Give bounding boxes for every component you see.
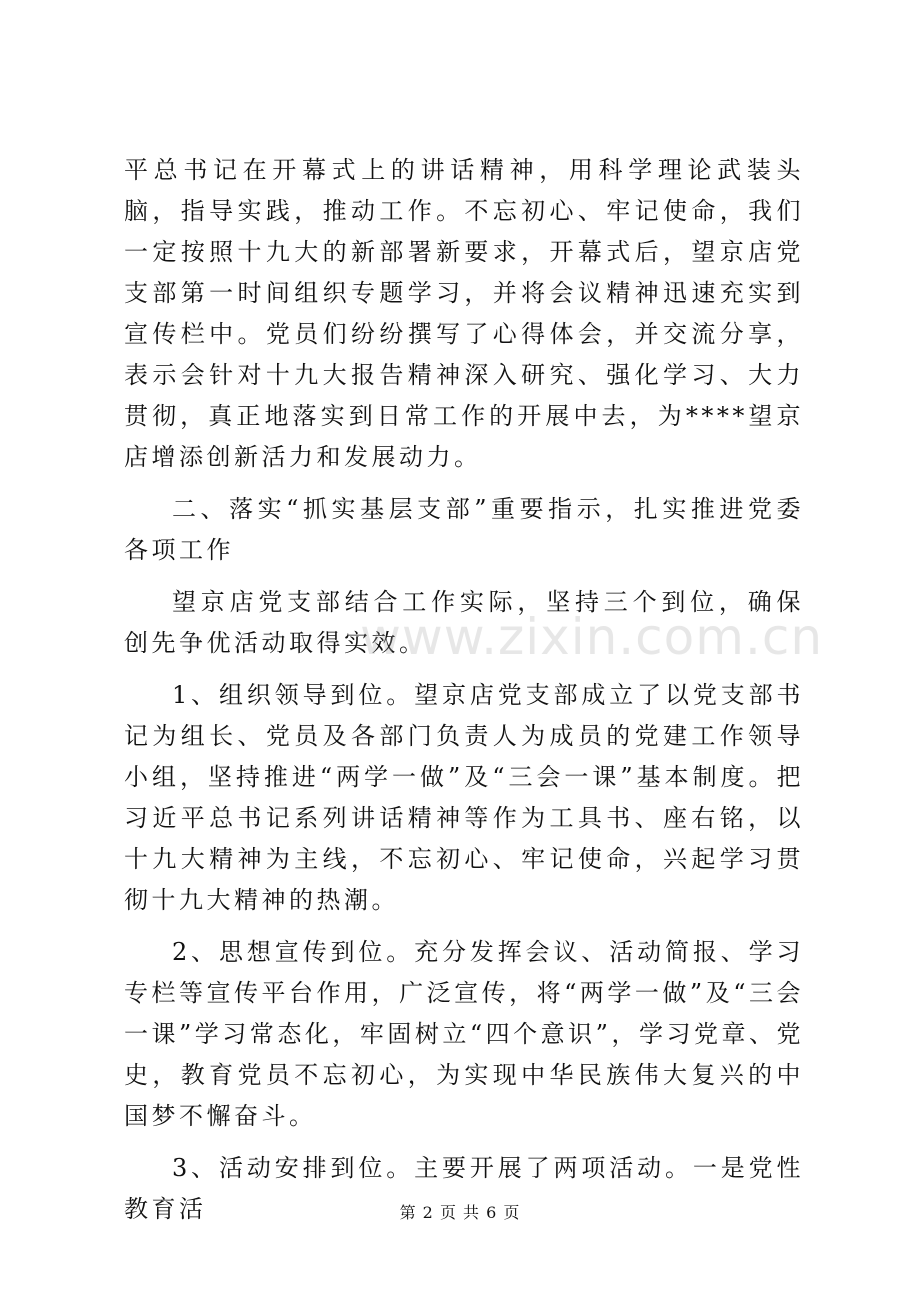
page-number-footer: 第 2 页 共 6 页 — [399, 1203, 521, 1222]
paragraph-3: 1、组织领导到位。望京店党支部成立了以党支部书记为组长、党员及各部门负责人为成员的党建工作领导小组，坚持推进“两学一做”及“三会一课”基本制度。把习近平总书记系列讲话精神等作为工具书、座右铭，以十九大精神为主线，不忘初心、牢记使命，兴起学习贯彻十九大精神的热潮。 — [124, 681, 804, 914]
paragraph-2: 望京店党支部结合工作实际，坚持三个到位，确保创先争优活动取得实效。 — [124, 588, 804, 657]
document-body — [124, 150, 804, 1230]
section-heading: 二、落实“抓实基层支部”重要指示，扎实推进党委各项工作 — [124, 495, 804, 564]
paragraph-5: 3、活动安排到位。主要开展了两项活动。一是党性教育活 — [124, 1154, 804, 1223]
watermark-text: www.zixin.com.cn — [360, 608, 824, 666]
paragraph-4: 2、思想宣传到位。充分发挥会议、活动简报、学习专栏等宣传平台作用，广泛宣传，将“两学一做”及“三会一课”学习常态化，牢固树立“四个意识”，学习党章、党史，教育党员不忘初心，为实现中华民族伟大复兴的中国梦不懈奋斗。 — [124, 938, 804, 1130]
paragraph-1: 平总书记在开幕式上的讲话精神，用科学理论武装头脑，指导实践，推动工作。不忘初心、牢记使命，我们一定按照十九大的新部署新要求，开幕式后，望京店党支部第一时间组织专题学习，并将会议精神迅速充实到宣传栏中。党员们纷纷撰写了心得体会，并交流分享，表示会针对十九大报告精神深入研究、强化学习、大力贯彻，真正地落实到日常工作的开展中去，为****望京店增添创新活力和发展动力。 — [124, 156, 804, 471]
